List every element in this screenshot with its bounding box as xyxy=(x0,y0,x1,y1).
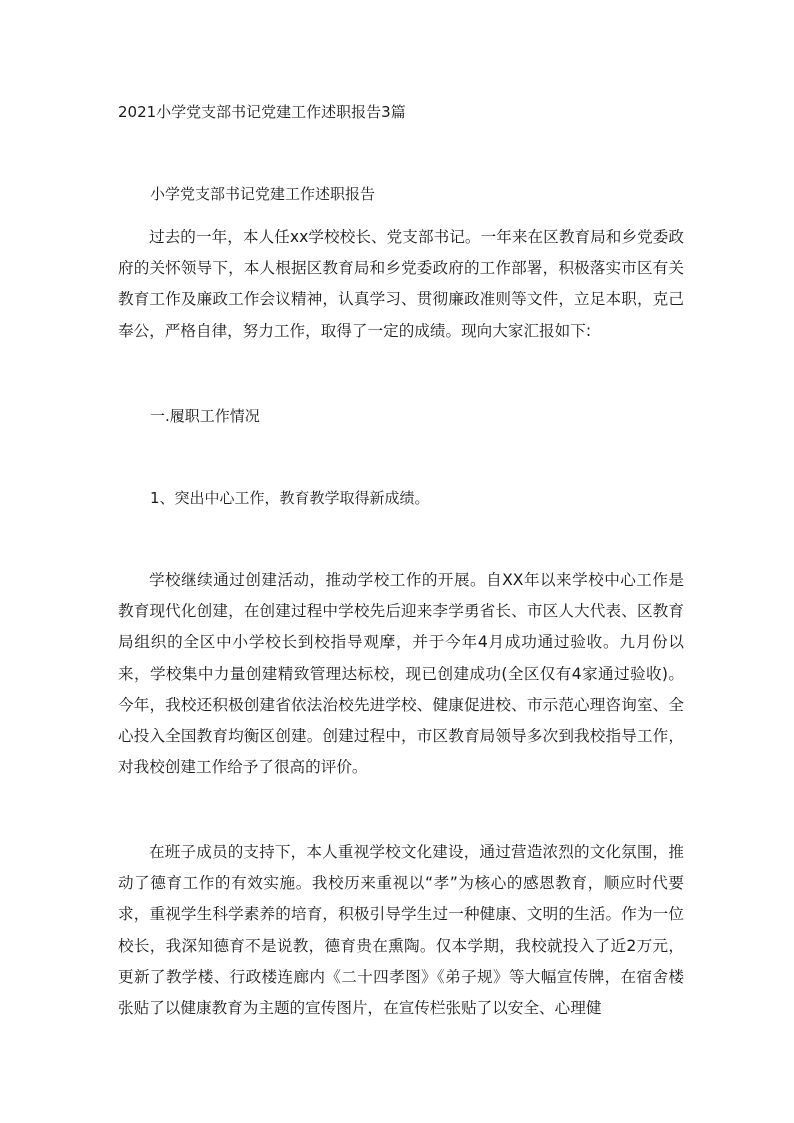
intro-paragraph: 过去的一年，本人任xx学校校长、党支部书记。一年来在区教育局和乡党委政府的关怀领导下，本人根据区教育局和乡党委政府的工作部署，积极落实市区有关教育工作及廉政工作会议精神，认真学习、贯彻廉政准则等文件，立足本职，克己奉公，严格自律，努力工作，取得了一定的成绩。现向大家汇报如下: xyxy=(118,228,684,340)
report-subtitle: 小学党支部书记党建工作述职报告 xyxy=(150,185,376,203)
body-paragraph-3: 在班子成员的支持下，本人重视学校文化建设，通过营造浓烈的文化氛围，推动了德育工作的有效实施。我校历来重视以“孝”为核心的感恩教育，顺应时代要求，重视学生科学素养的培育，积极引导学生过一种健康、文明的生活。作为一位校长，我深知德育不是说教，德育贵在熏陶。仅本学期，我校就投入了近2万元，更新了教学楼、行政楼连廊内《二十四孝图》《弟子规》等大幅宣传牌，在宿舍楼张贴了以健康教育为主题的宣传图片，在宣传栏张贴了以安全、心理健 xyxy=(118,843,684,1018)
section-heading: 一.履职工作情况 xyxy=(150,407,260,425)
subsection-heading: 1、突出中心工作，教育教学取得新成绩。 xyxy=(150,489,430,507)
body-paragraph-2: 学校继续通过创建活动，推动学校工作的开展。自XX年以来学校中心工作是教育现代化创建，在创建过程中学校先后迎来李学勇省长、市区人大代表、区教育局组织的全区中小学校长到校指导观摩，并于今年4月成功通过验收。九月份以来，学校集中力量创建精致管理达标校，现已创建成功(全区仅有4家通过验收)。今年，我校还积极创建省依法治校先进学校、健康促进校、市示范心理咨询室、全心投入全国教育均衡区创建。创建过程中，市区教育局领导多次到我校指导工作，对我校创建工作给予了很高的评价。 xyxy=(118,571,684,777)
document-title: 2021小学党支部书记党建工作述职报告3篇 xyxy=(118,103,406,121)
